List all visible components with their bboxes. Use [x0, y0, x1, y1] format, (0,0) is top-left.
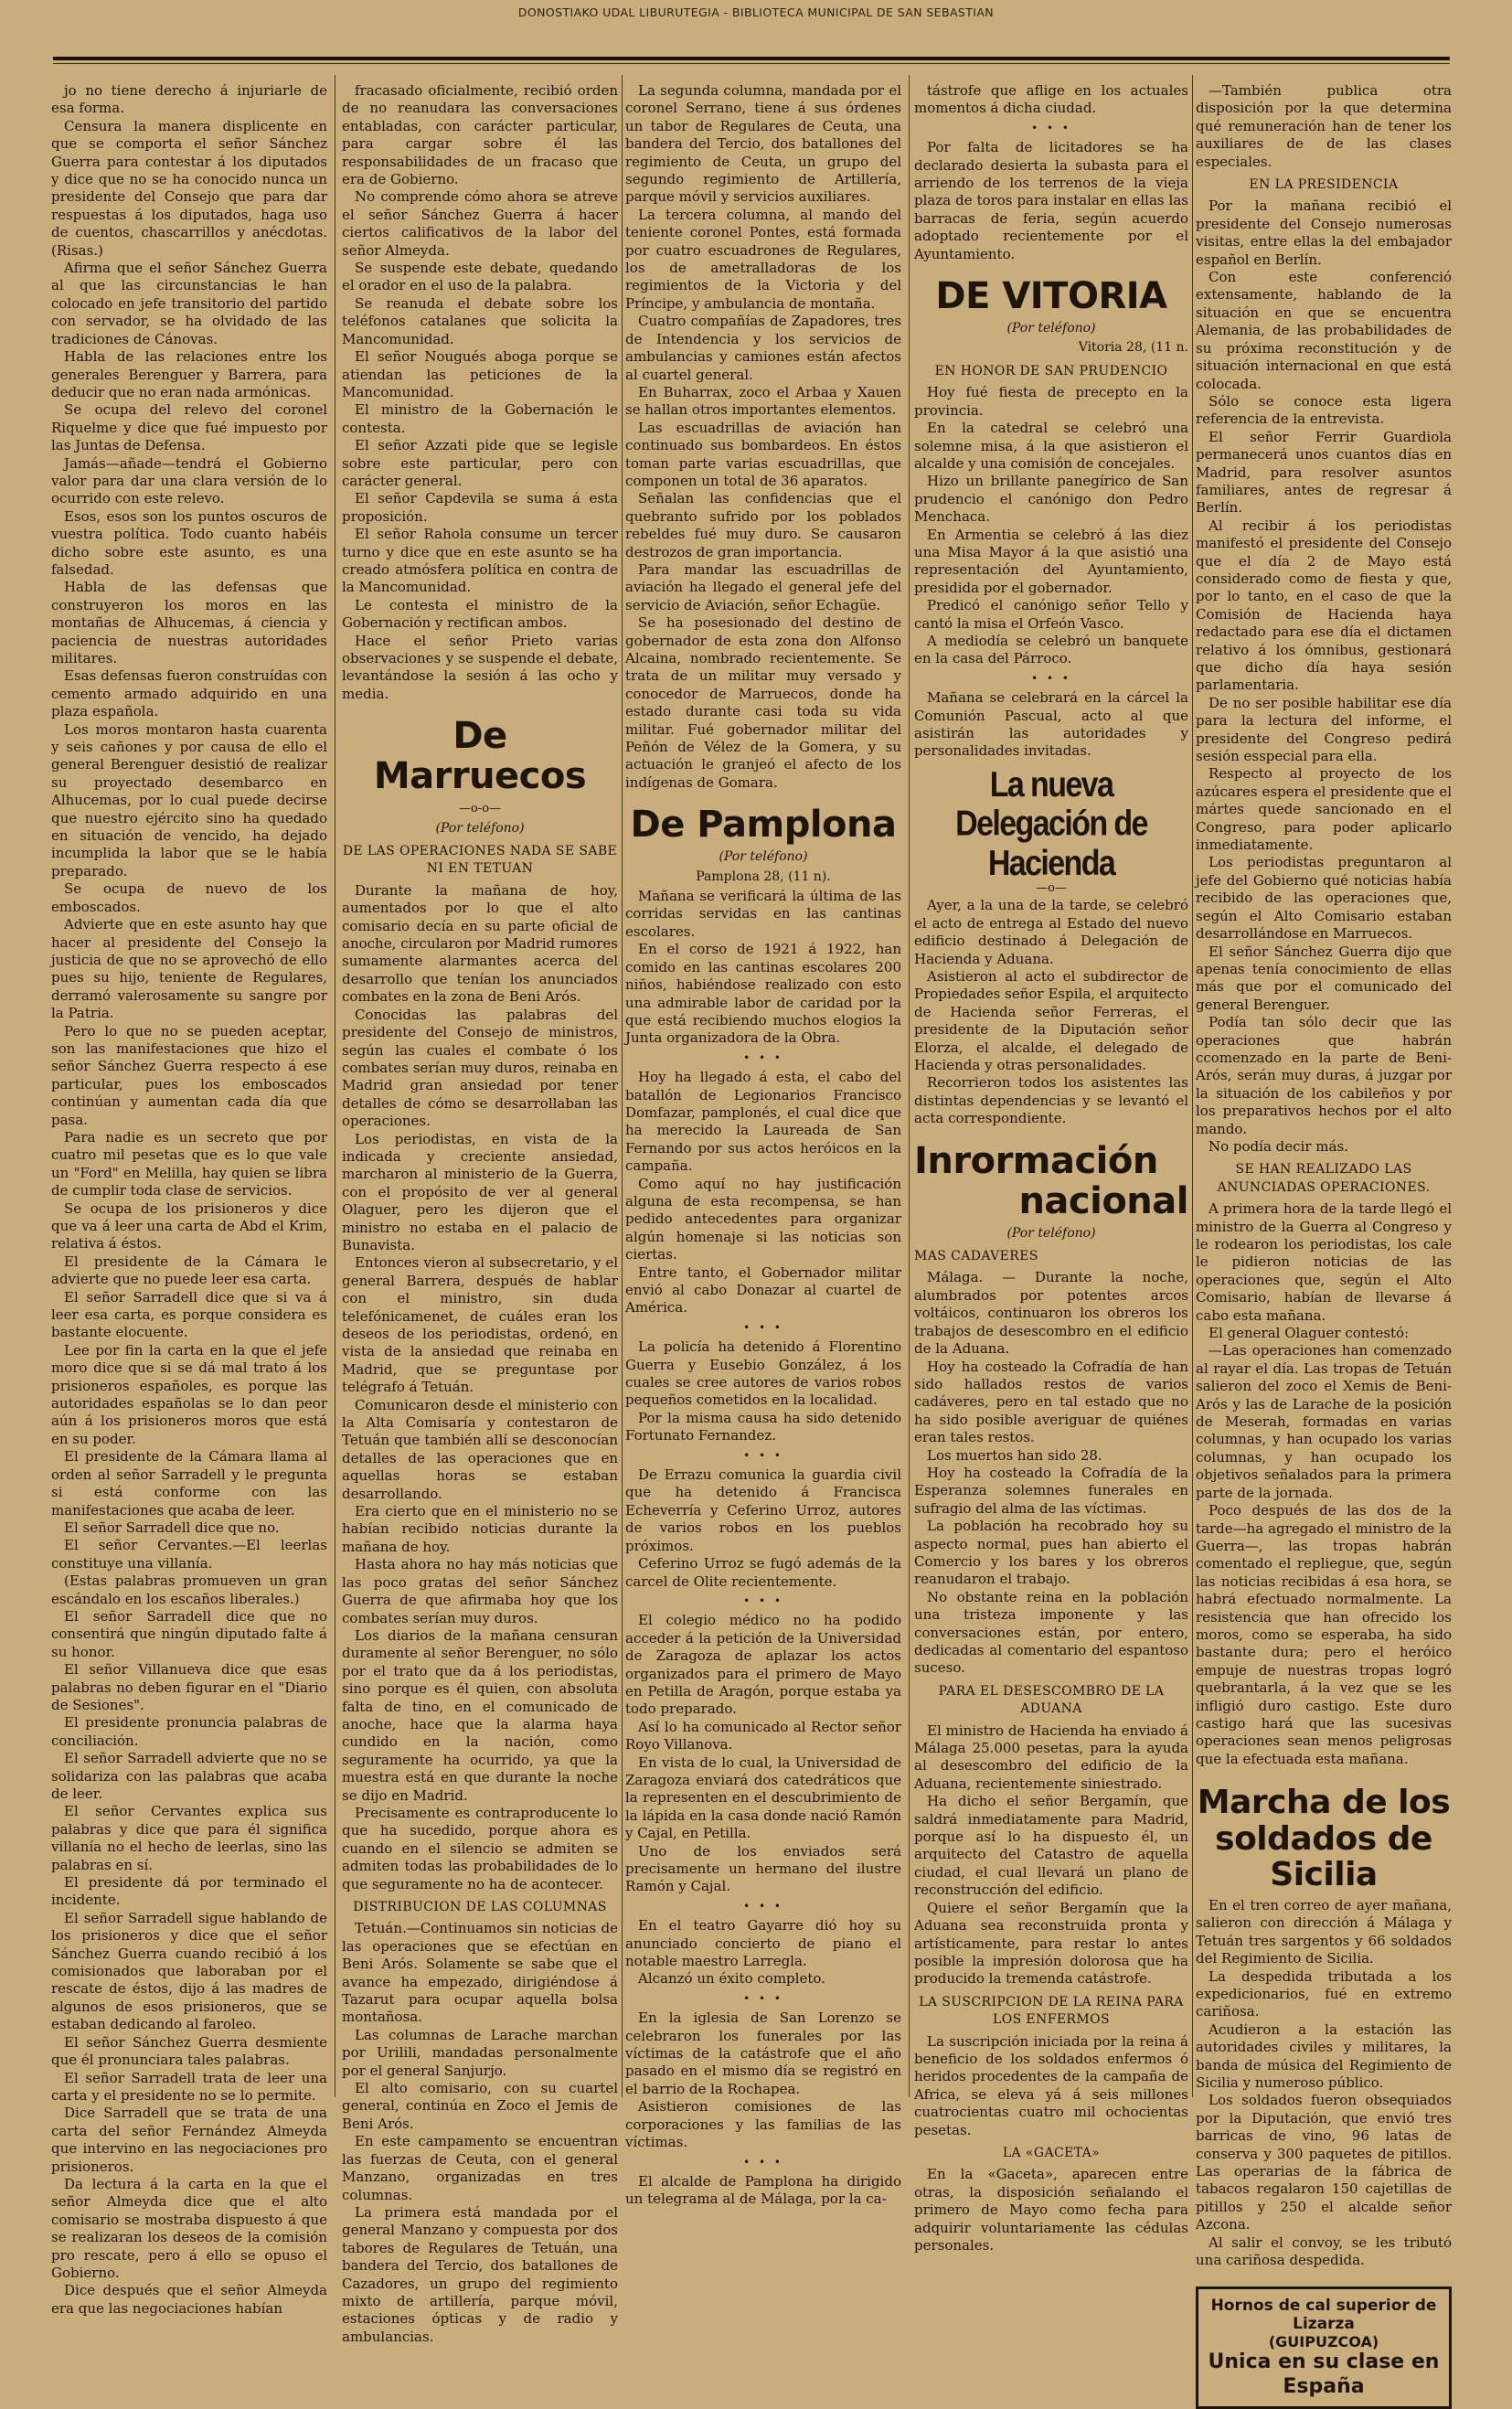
- paragraph: El colegio médico no ha podido acceder á la petición de la Universidad de Zaragoza de aplazar los actos organizados para el primero de Mayo en Petilla de Aragón, porque estaba ya todo preparado.: [625, 1612, 901, 1718]
- paragraph: Censura la manera displicente en que se comporta el señor Sánchez Guerra para contestar á los diputados y dice que no se ha conocido nunca un presidente del Consejo que para dar respuestas á los diputados, haga uso de cuentos, chascarrillos y anécdotas. (Risas.): [51, 118, 327, 260]
- column-1: [51, 82, 327, 2095]
- caption: EN HONOR DE SAN PRUDENCIO: [914, 363, 1188, 380]
- column-4: [914, 82, 1188, 2095]
- paragraph: Las columnas de Larache marchan por Urilili, mandadas personalmente por el general Sanjurjo.: [342, 2027, 618, 2080]
- paragraph: Esos, esos son los puntos oscuros de vuestra política. Todo cuanto habéis dicho sobre este asunto, es una falsedad.: [51, 508, 327, 580]
- column-2: [342, 82, 618, 2095]
- paragraph: Entonces vieron al subsecretario, y el general Barrera, después de hablar con el ministro, sin duda telefónicamenet, de cuáles eran los deseos de los periodistas, ordenó, en vista de la ansiedad que reinaba en Madrid, que se preguntase por telégrafo á Tetuán.: [342, 1254, 618, 1396]
- col3-body-c: [625, 1338, 901, 1444]
- col5-body-b: [1196, 1200, 1452, 1768]
- paragraph: El señor Villanueva dice que esas palabras no deben figurar en el "Diario de Sesiones".: [51, 1661, 327, 1714]
- paragraph: fracasado oficialmente, recibió orden de no reanudara las conversaciones entabladas, con carácter particular, para cargar sobre él las responsabilidades de un fracaso que era de Gobierno.: [342, 82, 618, 188]
- section-title-hacienda: La nueva Delegación de Hacienda: [914, 765, 1188, 883]
- byline: (Por teléfono): [625, 848, 901, 866]
- paragraph: El señor Cervantes explica sus palabras y dice que para él significa villanía no el hecho de leerlas, sino las palabras en sí.: [51, 1803, 327, 1874]
- paragraph: (Estas palabras promueven un gran escándalo en los escaños liberales.): [51, 1572, 327, 1608]
- paragraph: Hoy fué fiesta de precepto en la provincia.: [914, 384, 1188, 420]
- paragraph: Precisamente es contraproducente lo que ha sucedido, porque ahora es cuando en el silencio se admiten se admiten todas las probabilidades de lo que seguramente no ha de acontecer.: [342, 1805, 618, 1893]
- col3-body-h: [625, 2173, 901, 2209]
- paragraph: Cuatro compañías de Zapadores, tres de Intendencia y los servicios de ambulancias y camiones están afectos al cuartel general.: [625, 313, 901, 384]
- paragraph: La suscripción iniciada por la reina á beneficio de los soldados enfermos ó heridos procedentes de la campaña de Africa, se eleva yá á seis millones cuatrocientas cuatro mil ochocientas pesetas.: [914, 2033, 1188, 2139]
- top-rule-thin: [53, 63, 1450, 64]
- paragraph: Habla de las defensas que construyeron los moros en las montañas de Alhucemas, á ciencia y paciencia de nuestras autoridades militares.: [51, 579, 327, 667]
- paragraph: Afirma que el señor Sánchez Guerra al que las circunstancias le han colocado en jefe transitorio del partido con servador, se ha olvidado de las tradiciones de Cánovas.: [51, 260, 327, 348]
- col3-body-f: [625, 1917, 901, 1988]
- paragraph: Acudieron a la estación las autoridades civiles y militares, la banda de música del Regimiento de Sicilia y numeroso público.: [1196, 2021, 1452, 2093]
- col4-top: [914, 82, 1188, 118]
- separator-stars: • • •: [625, 2154, 901, 2171]
- advertisement: [1196, 2286, 1452, 2409]
- paragraph: Tetuán.—Continuamos sin noticias de las operaciones que se efectúan en Beni Arós. Solamente se sabe que el avance ha empezado, dirigiéndose á Tazarut para ocupar aquella bolsa montañosa.: [342, 1920, 618, 2026]
- column-divider: [909, 75, 910, 2097]
- paragraph: Al recibir á los periodistas manifestó el presidente del Consejo que el día 2 de Mayo está considerado como de fiesta y que, por lo tanto, en el caso de que la Comisión de Hacienda haya redactado para ese día el dictamen relativo á los ómnibus, gestionará que dicho día haya sesión parlamentaria.: [1196, 517, 1452, 695]
- paragraph: La población ha recobrado hoy su aspecto normal, pues han abierto el Comercio y los bares y los obreros reanudaron el trabajo.: [914, 1518, 1188, 1589]
- paragraph: Las escuadrillas de aviación han continuado sus bombardeos. En éstos toman parte varias escuadrillas, que componen un total de 36 aparatos.: [625, 420, 901, 491]
- paragraph: Los diarios de la mañana censuran duramente al señor Berenguer, no sólo por el trato que da á los periodistas, sino porque es él quien, con absoluta falta de tino, en el comunicado de anoche, hace que la alarma haya cundido en la nación, como seguramente ha ocurrido, ya que la muestra está en que durante la noche se dijo en Madrid.: [342, 1627, 618, 1805]
- byline: (Por teléfono): [914, 320, 1188, 337]
- ad-line-1: Hornos de cal superior de Lizarza: [1202, 2297, 1445, 2334]
- paragraph: Dice Sarradell que se trata de una carta del señor Fernández Almeyda que intervino en las negociaciones pro prisioneros.: [51, 2105, 327, 2176]
- paragraph: El señor Rahola consume un tercer turno y dice que en este asunto se ha creado atmósfera política en contra de la Mancomunidad.: [342, 526, 618, 597]
- section-title-vitoria: DE VITORIA: [914, 276, 1188, 316]
- paragraph: Así lo ha comunicado al Rector señor Royo Villanova.: [625, 1719, 901, 1754]
- caption: EN LA PRESIDENCIA: [1196, 176, 1452, 194]
- paragraph: La tercera columna, al mando del teniente coronel Pontes, está formada por cuatro escuadrones de Regulares, los de ametralladoras de los regimientos de la Victoria y del Príncipe, y ambulancia de montaña.: [625, 207, 901, 313]
- separator-stars: • • •: [625, 1447, 901, 1465]
- paragraph: Se suspende este debate, quedando el orador en el uso de la palabra.: [342, 260, 618, 295]
- paragraph: Alcanzó un éxito completo.: [625, 1970, 901, 1988]
- paragraph: El señor Capdevila se suma á esta proposición.: [342, 490, 618, 526]
- paragraph: Pero lo que no se pueden aceptar, son las manifestaciones que hizo el señor Sánchez Guerra respecto á ese particular, pues los emboscados continúan y aumentan cada día que pasa.: [51, 1023, 327, 1129]
- paragraph: Poco después de las dos de la tarde—ha agregado el ministro de la Guerra—, las tropas habrán comentado el repliegue, que, según las noticias recibidas á esa hora, se habrá efectuado normalmente. La resistencia que han ofrecido los moros, como se esperaba, ha sido bastante dura; pero el heróico empuje de nuestras tropas logró quebrantarla, á la vez que se les infligió duro castigo. Este duro castigo hará que las sucesivas operaciones sean menos peligrosas que la efectuada esta mañana.: [1196, 1502, 1452, 1768]
- paragraph: A primera hora de la tarde llegó el ministro de la Guerra al Congreso y le rodearon los periodistas, los cale le pidieron noticias de las operaciones que, según el Alto Comisario, habían de llevarse á cabo esta mañana.: [1196, 1200, 1452, 1325]
- paragraph: Los muertos han sido 28.: [914, 1447, 1188, 1465]
- section-title-pamplona: De Pamplona: [625, 805, 901, 845]
- paragraph: En el corso de 1921 á 1922, han comido en las cantinas escolares 200 niños, habiéndose realizado con esto una admirable labor de caridad por la que está recibiendo muchos elogios la Junta organizadora de la Obra.: [625, 941, 901, 1047]
- col4-body-c: [914, 897, 1188, 1127]
- paragraph: Sólo se conoce esta ligera referencia de la entrevista.: [1196, 393, 1452, 429]
- paragraph: Da lectura á la carta en la que el señor Almeyda dice que el alto comisario se mostraba dispuesto á que se realizaran los deseos de la comisión pro rescate, pero á ello se opuso el Gobierno.: [51, 2176, 327, 2282]
- paragraph: Hasta ahora no hay más noticias que las poco gratas del señor Sánchez Guerra de que afirmaba hoy que los combates serían muy duros.: [342, 1556, 618, 1627]
- paragraph: Se ocupa de nuevo de los emboscados.: [51, 880, 327, 916]
- paragraph: Esas defensas fueron construídas con cemento armado adquirido en una plaza española.: [51, 667, 327, 720]
- col4-body-b: [914, 689, 1188, 761]
- paragraph: Jamás—añade—tendrá el Gobierno valor para dar una clara versión de lo ocurrido con este relevo.: [51, 455, 327, 508]
- paragraph: Los moros montaron hasta cuarenta y seis cañones y por causa de ello el general Berenguer desistió de realizar su proyectado desembarco en Alhucemas, por lo cual puede decirse que nuestro ejército sino ha quedado en situación de vencido, ha dejado incumplida la labor que se le había preparado.: [51, 721, 327, 881]
- paragraph: Por falta de licitadores se ha declarado desierta la subasta para el arriendo de los terrenos de la vieja plaza de toros para instalar en ellas las barracas de feria, según acuerdo adoptado recientemente por el Ayuntamiento.: [914, 139, 1188, 263]
- library-header: DONOSTIAKO UDAL LIBURUTEGIA - BIBLIOTECA MUNICIPAL DE SAN SEBASTIAN: [0, 5, 1512, 19]
- paragraph: Asistieron comisiones de las corporaciones y las familias de las víctimas.: [625, 2098, 901, 2151]
- paragraph: El alto comisario, con su cuartel general, continúa en Zoco el Jemis de Beni Arós.: [342, 2080, 618, 2133]
- paragraph: Ceferino Urroz se fugó además de la carcel de Olite recientemente.: [625, 1555, 901, 1591]
- paragraph: Entre tanto, el Gobernador militar envió al cabo Donazar al cuartel de América.: [625, 1264, 901, 1317]
- paragraph: El señor Sánchez Guerra dijo que apenas tenía conocimiento de ellas más que por el comunicado del general Berenguer.: [1196, 943, 1452, 1015]
- col1-body: [51, 82, 327, 2318]
- paragraph: En la iglesia de San Lorenzo se celebraron los funerales por las víctimas de la catástrofe que el año pasado en el mismo día se registró en el barrio de la Rochapea.: [625, 2009, 901, 2098]
- paragraph: Para nadie es un secreto que por cuatro mil pesetas que es lo que vale un "Ford" en Melilla, hay quien se libra de cumplir toda clase de servicios.: [51, 1129, 327, 1200]
- paragraph: jo no tiene derecho á injuriarle de esa forma.: [51, 82, 327, 118]
- paragraph: Ha dicho el señor Bergamín, que saldrá inmediatamente para Madrid, porque así lo ha dispuesto él, un arquitecto del Catastro de aquella ciudad, el cual llevará un plano de reconstrucción del edificio.: [914, 1793, 1188, 1899]
- paragraph: Era cierto que en el ministerio no se habían recibido noticias durante la mañana de hoy.: [342, 1503, 618, 1556]
- paragraph: En Buharrax, zoco el Arbaa y Xauen se hallan otros importantes elementos.: [625, 384, 901, 420]
- paragraph: Se ocupa del relevo del coronel Riquelme y dice que fué impuesto por las Juntas de Defensa.: [51, 401, 327, 454]
- paragraph: Hoy ha llegado á esta, el cabo del batallón de Legionarios Francisco Domfazar, pamplonés, el cual dice que ha merecido la Laureada de San Fernando por sus actos heróicos en la campaña.: [625, 1069, 901, 1175]
- col2-top: [342, 82, 618, 703]
- col4-body-e: [914, 1722, 1188, 1988]
- separator-stars: • • •: [625, 1990, 901, 2008]
- col4-body-d: [914, 1269, 1188, 1677]
- ad-line-3: Unica en su clase en España: [1202, 2350, 1445, 2399]
- dateline: Vitoria 28, (11 n.: [914, 339, 1188, 357]
- separator-stars: • • •: [625, 1050, 901, 1067]
- col3-body-b: [625, 1069, 901, 1317]
- paragraph: En Armentia se celebró á las diez una Misa Mayor á la que asistió una representación del Ayuntamiento, presidida por el gobernador.: [914, 527, 1188, 598]
- paragraph: Lee por fin la carta en la que el jefe moro dice que si se dá mal trato á los prisioneros españoles, es porque las autoridades españolas se lo dan peor aún á los prisioneros moros que está en su poder.: [51, 1342, 327, 1448]
- caption: LA SUSCRIPCION DE LA REINA PARA LOS ENFERMOS: [914, 1994, 1188, 2030]
- paragraph: Por la misma causa ha sido detenido Fortunato Fernandez.: [625, 1410, 901, 1445]
- paragraph: El presidente dá por terminado el incidente.: [51, 1874, 327, 1910]
- paragraph: —Las operaciones han comenzado al rayar el día. Las tropas de Tetuán salieron del zoco el Xemis de Beni-Arós y las de Larache de la posición de Meserah, formadas en varias columnas, y han ocupado los varias columnas, y han ocupado los objetivos señalados para la primera parte de la jornada.: [1196, 1342, 1452, 1502]
- paragraph: El señor Ferrir Guardiola permanecerá unos cuantos días en Madrid, para resolver asuntos familiares, antes de regresar á Berlín.: [1196, 429, 1452, 517]
- col3-body: [625, 888, 901, 1048]
- paragraph: El presidente de la Cámara llama al orden al señor Sarradell y le pregunta si está conforme con las manifestaciones que acaba de leer.: [51, 1448, 327, 1519]
- paragraph: Quiere el señor Bergamín que la Aduana sea reconstruida pronta y artísticamente, para restar lo antes posible la impresión dolorosa que ha producido la tremenda catástrofe.: [914, 1900, 1188, 1988]
- paragraph: El presidente de la Cámara le advierte que no puede leer esa carta.: [51, 1253, 327, 1289]
- col4-body-g: [914, 2166, 1188, 2254]
- paragraph: A mediodía se celebró un banquete en la casa del Párroco.: [914, 633, 1188, 668]
- dateline: Pamplona 28, (11 n).: [625, 869, 901, 886]
- paragraph: Se ocupa de los prisioneros y dice que va á leer una carta de Abd el Krim, relativa á éstos.: [51, 1200, 327, 1253]
- paragraph: Conocidas las palabras del presidente del Consejo de ministros, según las cuales el combate ó los combates serían muy duros, reinaba en Madrid gran ansiedad por tener detalles de cómo se desarrollaban las operaciones.: [342, 1007, 618, 1131]
- column-5: [1196, 82, 1452, 2095]
- paragraph: Señalan las confidencias que el quebranto sufrido por los poblados rebeldes fué muy duro. Se causaron destrozos de gran importancia.: [625, 490, 901, 561]
- paragraph: Uno de los enviados será precisamente un hermano del ilustre Ramón y Cajal.: [625, 1843, 901, 1896]
- ornament: —o-o—: [342, 800, 618, 817]
- paragraph: Dice después que el señor Almeyda era que las negociaciones habían: [51, 2282, 327, 2318]
- caption: MAS CADAVERES: [914, 1248, 1188, 1265]
- paragraph: El señor Azzati pide que se legisle sobre este particular, pero con carácter general.: [342, 437, 618, 490]
- paragraph: Málaga. — Durante la noche, alumbrados por potentes arcos voltáicos, continuaron los obreros los trabajos de desescombro en el edificio de la Aduana.: [914, 1269, 1188, 1358]
- col5-body: [1196, 197, 1452, 1156]
- paragraph: Mañana se celebrará en la cárcel la Comunión Pascual, acto al que asistirán las autoridades y personalidades invitadas.: [914, 689, 1188, 761]
- paragraph: Hizo un brillante panegírico de San prudencio el canónigo don Pedro Menchaca.: [914, 473, 1188, 526]
- paragraph: Los periodistas preguntaron al jefe del Gobierno qué noticias había recibido de las operaciones que, según el Alto Comisario estaban desarrollándose en Marruecos.: [1196, 854, 1452, 943]
- paragraph: La policía ha detenido á Florentino Guerra y Eusebio González, á los cuales se cree autores de varios robos pequeños cometidos en la localidad.: [625, 1338, 901, 1410]
- col2-body-b: [342, 1920, 618, 2346]
- paragraph: La despedida tributada a los expedicionarios, fué en extremo cariñosa.: [1196, 1968, 1452, 2021]
- column-divider: [622, 75, 623, 2097]
- separator-stars: • • •: [914, 670, 1188, 688]
- column-divider: [1192, 75, 1193, 2097]
- caption: DE LAS OPERACIONES NADA SE SABE NI EN TETUAN: [342, 843, 618, 879]
- col4-body: [914, 384, 1188, 668]
- paragraph: Hoy ha costeado la Cofradía de la Esperanza solemnes funerales en sufragio del alma de las víctimas.: [914, 1465, 1188, 1518]
- section-title-marruecos: De Marruecos: [342, 716, 618, 796]
- separator-stars: • • •: [625, 1593, 901, 1610]
- col2-body: [342, 882, 618, 1893]
- paragraph: Los periodistas, en vista de la indicada y creciente ansiedad, marcharon al ministerio de la Guerra, con el propósito de ver al general Olaguer, pero les dijeron que el ministro no estaba en el palacio de Bunavista.: [342, 1131, 618, 1255]
- separator-stars: • • •: [914, 120, 1188, 137]
- paragraph: Advierte que en este asunto hay que hacer al presidente del Consejo la justicia de que no se aprovechó de ello pues su hijo, teniente de Regulares, derramó valerosamente su sangre por la Patria.: [51, 916, 327, 1022]
- paragraph: El ministro de la Gobernación le contesta.: [342, 401, 618, 437]
- paragraph: El general Olaguer contestó:: [1196, 1325, 1452, 1342]
- column-3: [625, 82, 901, 2095]
- paragraph: Se reanuda el debate sobre los teléfonos catalanes que solicita la Mancomunidad.: [342, 295, 618, 348]
- paragraph: Comunicaron desde el ministerio con la Alta Comisaría y contestaron de Tetuán que también allí se desconocían detalles de las operaciones que en aquellas horas se estaban desarrollando.: [342, 1397, 618, 1503]
- paragraph: Predicó el canónigo señor Tello y cantó la misa el Orfeón Vasco.: [914, 597, 1188, 633]
- col3-body-d: [625, 1466, 901, 1591]
- col4-top-b: [914, 139, 1188, 263]
- ornament: —o—: [914, 879, 1188, 897]
- separator-stars: • • •: [625, 1319, 901, 1337]
- paragraph: El señor Nougués aboga porque se atiendan las peticiones de la Mancomunidad.: [342, 348, 618, 401]
- section-title-nacional: nacional: [914, 1181, 1188, 1221]
- paragraph: No obstante reina en la población una tristeza imponente y las conversaciones están, por entero, dedicadas al comentario del espantoso suceso.: [914, 1589, 1188, 1678]
- paragraph: Habla de las relaciones entre los generales Berenguer y Barrera, para deducir que no eran nada armónicas.: [51, 348, 327, 401]
- paragraph: El señor Sarradell dice que no.: [51, 1519, 327, 1537]
- byline: (Por teléfono): [914, 1225, 1188, 1242]
- col5-body-c: [1196, 1897, 1452, 2270]
- paragraph: Hace el señor Prieto varias observaciones y se suspende el debate, levantándose la sesión á las ocho y media.: [342, 633, 618, 704]
- paragraph: Por la mañana recibió el presidente del Consejo numerosas visitas, entre ellas la del embajador español en Berlín.: [1196, 197, 1452, 269]
- paragraph: La segunda columna, mandada por el coronel Serrano, tiene á sus órdenes un tabor de Regulares de Ceuta, una bandera del Tercio, dos batallones del regimiento de Ceuta, un grupo del segundo regimiento de Artillería, parque móvil y servicios auxiliares.: [625, 82, 901, 207]
- paragraph: En el teatro Gayarre dió hoy su anunciado concierto de piano el notable maestro Larregla.: [625, 1917, 901, 1970]
- paragraph: tástrofe que aflige en los actuales momentos á dicha ciudad.: [914, 82, 1188, 118]
- paragraph: En la «Gaceta», aparecen entre otras, la disposición señalando el primero de Mayo como fecha para adquirir voluntariamente las cédulas personales.: [914, 2166, 1188, 2254]
- col3-body-e: [625, 1612, 901, 1896]
- paragraph: Se ha posesionado del destino de gobernador de esta zona don Alfonso Alcaina, nombrado recientemente. Se trata de un militar muy versado y conocedor de Marruecos, donde ha estado durante casi toda su vida militar. Fué gobernador militar del Peñón de Vélez de la Gomera, y su actuación le granjeó el afecto de los indígenas de Gomara.: [625, 614, 901, 792]
- paragraph: En el tren correo de ayer mañana, salieron con dirección á Málaga y Tetuán tres sargentos y 66 soldados del Regimiento de Sicilia.: [1196, 1897, 1452, 1968]
- col3-body-g: [625, 2009, 901, 2151]
- paragraph: Respecto al proyecto de los azúcares espera el presidente que el mártes quede sancionado en el Congreso, para poder aplicarlo inmediatamente.: [1196, 765, 1452, 854]
- paragraph: Mañana se verificará la última de las corridas servidas en las cantinas escolares.: [625, 888, 901, 941]
- col5-top: [1196, 82, 1452, 171]
- paragraph: Hoy ha costeado la Cofradía de han sido hallados restos de varios cadáveres, pero en tal estado que no ha sido posible averiguar de quiénes eran tales restos.: [914, 1359, 1188, 1447]
- paragraph: Le contesta el ministro de la Gobernación y rectifican ambos.: [342, 597, 618, 633]
- paragraph: Podía tan sólo decir que las operaciones que habrán ccomenzado en la parte de Beni-Arós, serán muy duras, á juzgar por la situación de los cabileños y por los preparativos hechos por el alto mando.: [1196, 1014, 1452, 1138]
- paragraph: El señor Sarradell dice que no consentirá que ningún diputado falte á su honor.: [51, 1608, 327, 1661]
- paragraph: En vista de lo cual, la Universidad de Zaragoza enviará dos catedráticos que la representen en el descubrimiento de la lápida en la casa donde nació Ramón y Cajal, en Petilla.: [625, 1754, 901, 1843]
- byline: (Por teléfono): [342, 820, 618, 837]
- paragraph: El señor Cervantes.—El leerlas constituye una villanía.: [51, 1537, 327, 1572]
- paragraph: El señor Sarradell advierte que no se solidariza con las palabras que acaba de leer.: [51, 1750, 327, 1803]
- paragraph: Durante la mañana de hoy, aumentados por lo que el alto comisario decía en su parte oficial de anoche, circularon por Madrid rumores sumamente alarmantes acerca del desarrollo que tenían los anunciados combates en la zona de Beni Arós.: [342, 882, 618, 1007]
- section-title-sicilia: Marcha de los soldados de Sicilia: [1196, 1785, 1452, 1893]
- caption: PARA EL DESESCOMBRO DE LA ADUANA: [914, 1683, 1188, 1719]
- paragraph: —También publica otra disposición por la que determina qué remuneración han de tener los auxiliares de de las clases especiales.: [1196, 82, 1452, 171]
- paragraph: El alcalde de Pamplona ha dirigido un telegrama al de Málaga, por la ca-: [625, 2173, 901, 2209]
- col3-top: [625, 82, 901, 792]
- paragraph: El señor Sarradell trata de leer una carta y el presidente no se lo permite.: [51, 2070, 327, 2105]
- paragraph: Con este conferenció extensamente, hablando de la situación en que se encuentra Alemania, de las probabilidades de su próxima reconstitución y de situación internacional en que está colocada.: [1196, 269, 1452, 393]
- ad-line-2: (GUIPUZCOA): [1202, 2333, 1445, 2350]
- paragraph: Los soldados fueron obsequiados por la Diputación, que envió tres barricas de vino, 96 latas de conserva y 300 paquetes de pitillos. Las operarias de la fábrica de tabacos regalaron 150 cajetillas de pitillos y 250 el alcalde señor Azcona.: [1196, 2092, 1452, 2233]
- top-rule: [53, 57, 1450, 60]
- paragraph: No comprende cómo ahora se atreve el señor Sánchez Guerra á hacer ciertos calificativos de la labor del señor Almeyda.: [342, 188, 618, 260]
- caption: SE HAN REALIZADO LAS ANUNCIADAS OPERACIONES.: [1196, 1161, 1452, 1197]
- section-title-informacion: Inrormación: [914, 1141, 1188, 1181]
- paragraph: En la catedral se celebró una solemne misa, á la que asistieron el alcalde y una comisión de concejales.: [914, 420, 1188, 473]
- paragraph: Al salir el convoy, se les tributó una cariñosa despedida.: [1196, 2234, 1452, 2270]
- paragraph: Ayer, a la una de la tarde, se celebró el acto de entrega al Estado del nuevo edificio destinado á Delegación de Hacienda y Aduana.: [914, 897, 1188, 968]
- sub-caption: DISTRIBUCION DE LAS COLUMNAS: [342, 1899, 618, 1916]
- paragraph: De Errazu comunica la guardia civil que ha detenido á Francisca Echeverría y Ceferino Urroz, autores de varios robos en los pueblos próximos.: [625, 1466, 901, 1555]
- paragraph: Asistieron al acto el subdirector de Propiedades señor Espila, el arquitecto de Hacienda señor Ferreras, el presidente de la Diputación señor Elorza, el alcalde, el delegado de Hacienda y otras personalidades.: [914, 968, 1188, 1074]
- paragraph: De no ser posible habilitar ese día para la lectura del informe, el presidente del Congreso pedirá sesión esspecial para ella.: [1196, 695, 1452, 766]
- paragraph: Recorrieron todos los asistentes las distintas dependencias y se levantó el acta correspondiente.: [914, 1074, 1188, 1127]
- paragraph: El señor Sánchez Guerra desmiente que él pronunciara tales palabras.: [51, 2034, 327, 2070]
- paragraph: El señor Sarradell dice que si va á leer esa carta, es porque considera es bastante elocuente.: [51, 1289, 327, 1342]
- paragraph: El señor Sarradell sigue hablando de los prisioneros y dice que el señor Sánchez Guerra cuando recibió á los comisionados que laboraban por el rescate de éstos, dijo á las madres de algunos de esos prisioneros, que se estaban dedicando al faroleo.: [51, 1910, 327, 2034]
- caption: LA «GACETA»: [914, 2145, 1188, 2162]
- paragraph: La primera está mandada por el general Manzano y compuesta por dos tabores de Regulares de Tetuán, una bandera del Tercio, dos batallones de Cazadores, un grupo del regimiento mixto de artillería, parque móvil, estaciones ópticas y de radio y ambulancias.: [342, 2204, 618, 2346]
- paragraph: El presidente pronuncia palabras de conciliación.: [51, 1714, 327, 1750]
- col4-body-f: [914, 2033, 1188, 2139]
- paragraph: No podía decir más.: [1196, 1138, 1452, 1156]
- paragraph: En este campamento se encuentran las fuerzas de Ceuta, con el general Manzano, organizadas en tres columnas.: [342, 2133, 618, 2204]
- separator-stars: • • •: [625, 1898, 901, 1915]
- paragraph: Para mandar las escuadrillas de aviación ha llegado el general jefe del servicio de Aviación, señor Echagüe.: [625, 561, 901, 614]
- paragraph: El ministro de Hacienda ha enviado á Málaga 25.000 pesetas, para la ayuda al desescombro del edificio de la Aduana, recientemente siniestrado.: [914, 1722, 1188, 1794]
- paragraph: Como aquí no hay justificación alguna de esta recompensa, se han pedido antecedentes para organizar algún homenaje si las noticias son ciertas.: [625, 1176, 901, 1264]
